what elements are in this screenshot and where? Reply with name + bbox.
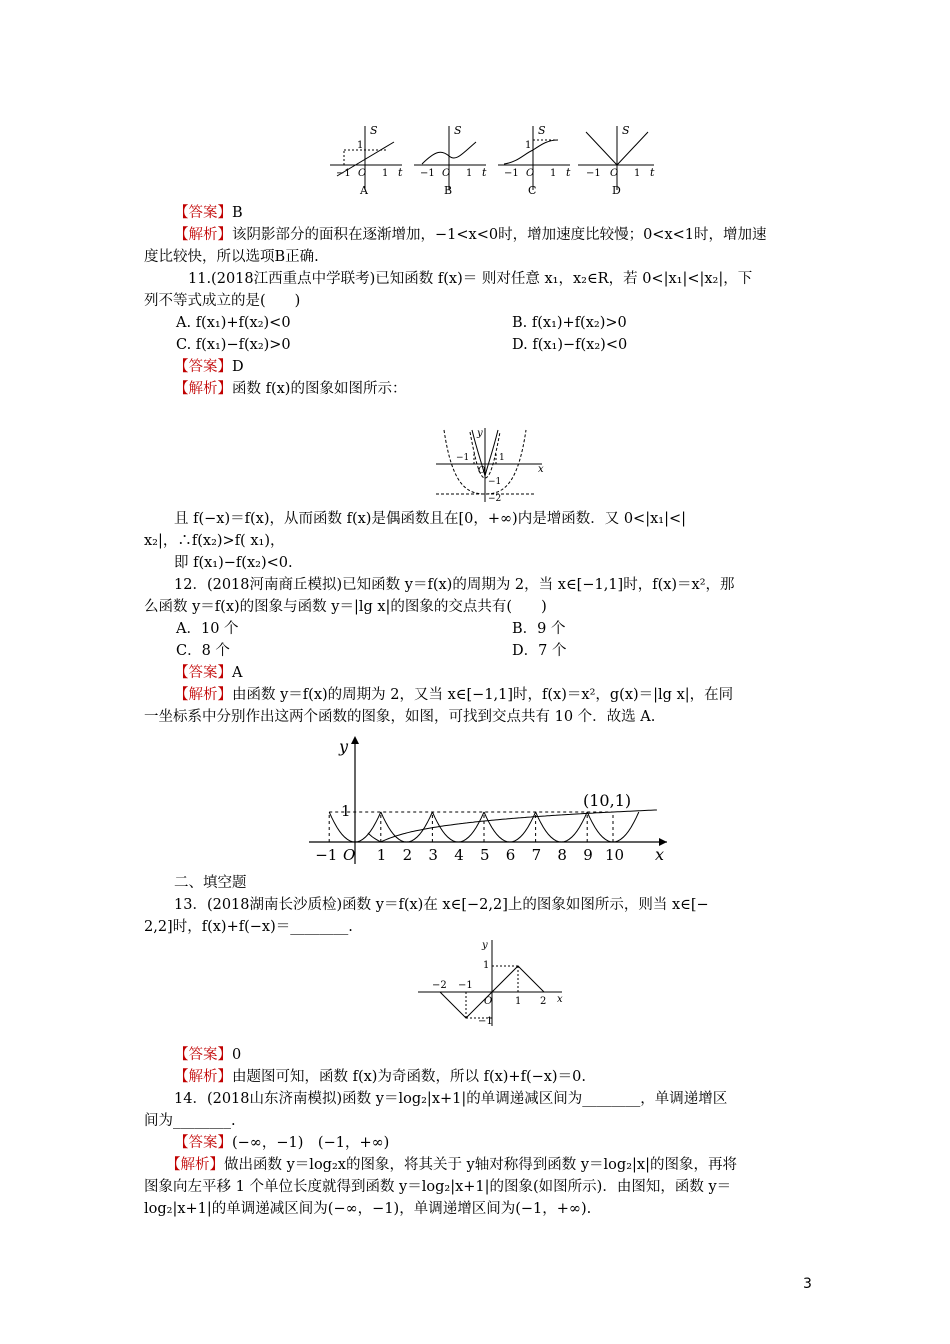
- q14-analysis-line2: 图象向左平移 1 个单位长度就得到函数 y＝log₂|x+1|的图象(如图所示)．由图知，函数 y＝: [144, 1179, 732, 1195]
- q12-option-d: D．7 个: [512, 643, 567, 659]
- q11-option-d: D. f(x₁)−f(x₂)<0: [512, 337, 628, 353]
- svg-text:O: O: [442, 168, 451, 179]
- svg-text:1: 1: [341, 802, 351, 820]
- svg-text:−1: −1: [420, 168, 435, 179]
- svg-text:y: y: [339, 737, 349, 756]
- svg-text:x: x: [538, 464, 544, 475]
- svg-text:A: A: [360, 184, 368, 197]
- svg-text:C: C: [528, 184, 537, 197]
- svg-text:O: O: [343, 846, 356, 864]
- q11-answer: 【答案】D: [174, 359, 244, 375]
- q11-after-line3: 即 f(x₁)−f(x₂)<0.: [174, 555, 293, 571]
- svg-text:(10,1): (10,1): [583, 791, 632, 810]
- graph-a: [330, 124, 403, 197]
- svg-text:t: t: [650, 166, 655, 179]
- q11-analysis: 【解析】函数 f(x)的图象如图所示：: [174, 381, 407, 397]
- svg-text:−2: −2: [432, 980, 447, 991]
- q13-answer: 【答案】0: [174, 1047, 242, 1063]
- tick-label: 1: [376, 846, 387, 864]
- svg-text:−1: −1: [458, 980, 473, 991]
- q14-analysis-line3: log₂|x+1|的单调递减区间为(−∞，−1)，单调递增区间为(−1，+∞).: [144, 1201, 592, 1217]
- tick-label: 9: [583, 846, 593, 864]
- q14-answer: 【答案】(−∞，−1) (−1，+∞): [174, 1135, 390, 1151]
- svg-text:y: y: [477, 428, 483, 439]
- graph-c: [498, 124, 571, 197]
- svg-text:−1: −1: [336, 168, 351, 179]
- svg-text:O: O: [358, 168, 367, 179]
- svg-text:x: x: [557, 994, 563, 1005]
- svg-text:x: x: [655, 845, 665, 864]
- parabola-arc: [381, 812, 433, 842]
- q11-stem-line1: 11.(2018江西重点中学联考)已知函数 f(x)＝ 则对任意 x₁，x₂∈R，若 0<|x₁|<|x₂|，下: [188, 271, 753, 287]
- svg-text:1: 1: [483, 960, 490, 971]
- q12-stem-line1: 12．(2018河南商丘模拟)已知函数 y＝f(x)的周期为 2，当 x∈[−1,1]时，f(x)＝x²，那: [174, 577, 735, 593]
- q10-answer: 【答案】B: [174, 205, 243, 221]
- tick-label: 8: [557, 846, 567, 864]
- q11-figure: [430, 424, 550, 506]
- tick-label: 4: [454, 846, 464, 864]
- q13-figure: [414, 936, 574, 1030]
- tick-label: 7: [531, 846, 542, 864]
- svg-text:−1: −1: [488, 477, 502, 487]
- svg-text:t: t: [566, 166, 571, 179]
- parabola-arc: [484, 812, 536, 842]
- q11-option-c: C. f(x₁)−f(x₂)>0: [176, 337, 291, 353]
- svg-text:O: O: [526, 168, 535, 179]
- q12-stem-line2: 么函数 y＝f(x)的图象与函数 y＝|lg x|的图象的交点共有( ): [144, 599, 547, 615]
- svg-text:O: O: [478, 466, 486, 476]
- svg-text:1: 1: [525, 140, 532, 151]
- q12-figure: [305, 732, 675, 868]
- svg-text:B: B: [444, 184, 453, 197]
- svg-text:1: 1: [550, 168, 557, 179]
- q12-answer: 【答案】A: [174, 665, 243, 681]
- svg-text:−1: −1: [504, 168, 519, 179]
- tick-label: 2: [402, 846, 413, 864]
- q10-analysis-line1: 【解析】该阴影部分的面积在逐渐增加，−1<x<0时，增加速度比较慢；0<x<1时，增加速: [174, 227, 767, 243]
- q11-after-line2: x₂|，∴f(x₂)>f( x₁)，: [144, 533, 285, 549]
- svg-text:O: O: [484, 996, 493, 1007]
- q12-option-a: A．10 个: [176, 621, 239, 637]
- svg-text:1: 1: [634, 168, 641, 179]
- q11-option-b: B. f(x₁)+f(x₂)>0: [512, 315, 627, 331]
- tick-label: 10: [605, 846, 625, 864]
- svg-text:S: S: [370, 124, 378, 137]
- tick-label: 3: [428, 846, 438, 864]
- section-heading: 二、填空题: [174, 875, 247, 891]
- svg-text:S: S: [622, 124, 630, 137]
- svg-text:y: y: [482, 940, 488, 951]
- svg-text:−2: −2: [488, 494, 502, 504]
- q12-option-b: B．9 个: [512, 621, 566, 637]
- q11-after-line1: 且 f(−x)＝f(x)，从而函数 f(x)是偶函数且在[0，+∞)内是增函数．又 0<|x₁|<|: [174, 511, 686, 527]
- svg-text:S: S: [538, 124, 546, 137]
- svg-text:S: S: [454, 124, 462, 137]
- figure-s-t-options: [322, 120, 657, 200]
- svg-text:1: 1: [466, 168, 473, 179]
- tick-label: −1: [315, 846, 338, 864]
- graph-d: [578, 124, 655, 197]
- analysis-tag: 【解析】: [174, 227, 232, 243]
- q11-option-a: A. f(x₁)+f(x₂)<0: [176, 315, 291, 331]
- svg-text:1: 1: [357, 140, 364, 151]
- svg-text:t: t: [482, 166, 487, 179]
- tick-label: 6: [505, 846, 516, 864]
- svg-text:2: 2: [540, 996, 547, 1007]
- page-number: 3: [803, 1276, 812, 1292]
- lg-curve: [368, 810, 657, 842]
- answer-tag: 【答案】: [174, 205, 232, 221]
- svg-text:−1: −1: [478, 1016, 493, 1027]
- q13-stem-line1: 13．(2018湖南长沙质检)函数 y＝f(x)在 x∈[−2,2]上的图象如图所示，则当 x∈[−: [174, 897, 709, 913]
- q12-analysis-line1: 【解析】由函数 y＝f(x)的周期为 2，又当 x∈[−1,1]时，f(x)＝x²，g(x)＝|lg x|，在同: [174, 687, 734, 703]
- q10-analysis-line2: 度比较快，所以选项B正确.: [144, 249, 319, 265]
- parabola-arc: [432, 812, 484, 842]
- q12-analysis-line2: 一坐标系中分别作出这两个函数的图象，如图，可找到交点共有 10 个．故选 A.: [144, 709, 656, 725]
- q14-analysis-line1: 【解析】做出函数 y＝log₂x的图象，将其关于 y轴对称得到函数 y＝log₂|x|的图象，再将: [166, 1157, 737, 1173]
- graph-b: [414, 124, 487, 197]
- svg-text:t: t: [398, 166, 403, 179]
- q12-option-c: C．8 个: [176, 643, 230, 659]
- q13-analysis: 【解析】由题图可知，函数 f(x)为奇函数，所以 f(x)+f(−x)＝0.: [174, 1069, 586, 1085]
- svg-text:1: 1: [499, 453, 505, 463]
- svg-text:−1: −1: [456, 453, 470, 463]
- q14-stem-line1: 14．(2018山东济南模拟)函数 y＝log₂|x+1|的单调递减区间为________，单调递增区: [174, 1091, 728, 1107]
- svg-text:1: 1: [382, 168, 389, 179]
- svg-text:1: 1: [515, 996, 522, 1007]
- q14-stem-line2: 间为________.: [144, 1113, 236, 1129]
- svg-text:−1: −1: [586, 168, 601, 179]
- tick-label: 5: [480, 846, 490, 864]
- q13-stem-line2: 2,2]时，f(x)+f(−x)＝________.: [144, 919, 353, 935]
- q11-stem-line2: 列不等式成立的是( ): [144, 293, 301, 309]
- svg-text:D: D: [612, 184, 621, 197]
- svg-text:O: O: [610, 168, 619, 179]
